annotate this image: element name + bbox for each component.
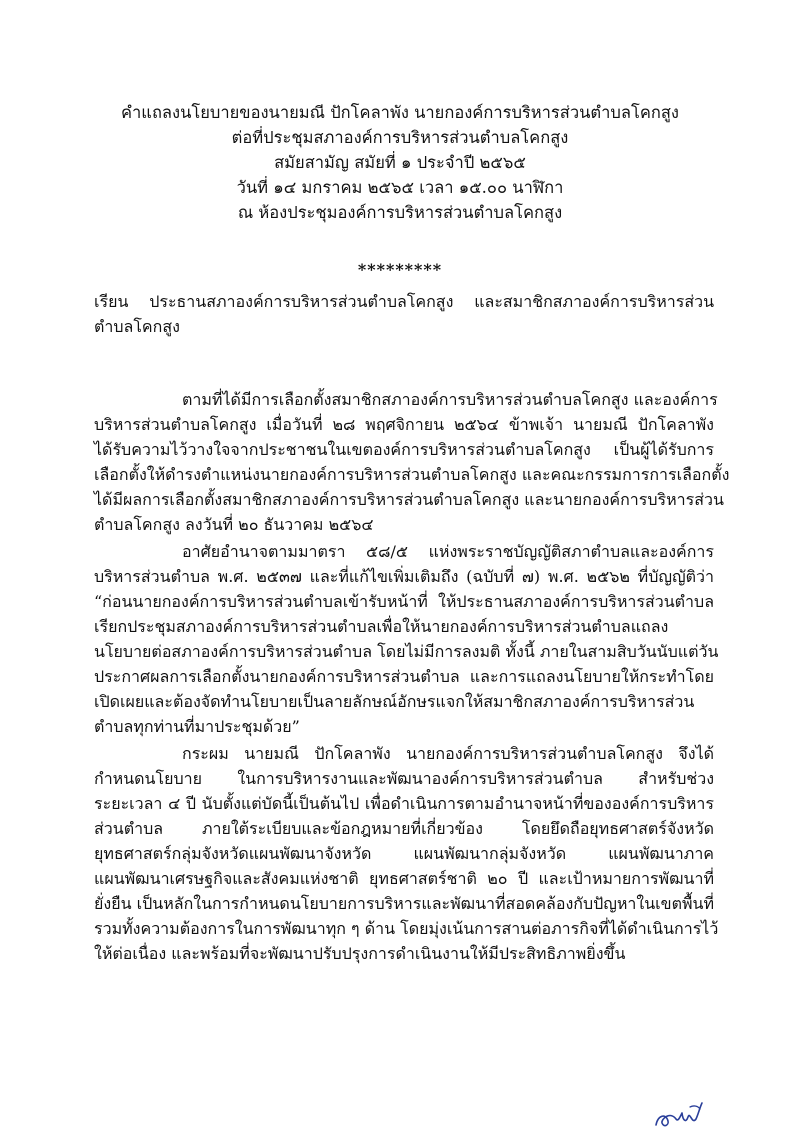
paragraph-line: ระยะเวลา ๔ ปี นับตั้งแต่บัดนี้เป็นต้นไป เพื่อดำเนินการตามอำนาจหน้าที่ขององค์การบริหาร [94, 794, 714, 813]
paragraph-policy [94, 741, 719, 966]
paragraph-line: ตำบลโคกสูง ลงวันที่ ๒๐ ธันวาคม ๒๕๖๔ [94, 515, 374, 534]
header-session-line: สมัยสามัญ สมัยที่ ๑ ประจำปี ๒๕๖๕ [274, 153, 526, 172]
paragraph-line: รวมทั้งความต้องการในการพัฒนาทุก ๆ ด้าน โดยมุ่งเน้นการสานต่อภารกิจที่ได้ดำเนินการไว้ [94, 919, 719, 938]
paragraph-line: ตามที่ได้มีการเลือกตั้งสมาชิกสภาองค์การบริหารส่วนตำบลโคกสูง และองค์การ [182, 390, 718, 409]
paragraph-line: อาศัยอำนาจตามมาตรา ๕๘/๕ แห่งพระราชบัญญัติสภาตำบลและองค์การ [182, 542, 714, 561]
header-meeting-line: ต่อที่ประชุมสภาองค์การบริหารส่วนตำบลโคกสูง [231, 128, 569, 147]
paragraph-line: “ก่อนนายกองค์การบริหารส่วนตำบลเข้ารับหน้าที่ ให้ประธานสภาองค์การบริหารส่วนตำบล [94, 592, 714, 611]
separator: ********* [357, 260, 443, 279]
header-venue-line: ณ ห้องประชุมองค์การบริหารส่วนตำบลโคกสูง [237, 203, 563, 222]
paragraph-line: ยุทธศาสตร์กลุ่มจังหวัดแผนพัฒนาจังหวัด แผนพัฒนากลุ่มจังหวัด แผนพัฒนาภาค [94, 844, 714, 863]
paragraph-line: เลือกตั้งให้ดำรงตำแหน่งนายกองค์การบริหารส่วนตำบลโคกสูง และคณะกรรมการการเลือกตั้ง [94, 465, 730, 484]
header-date-line: วันที่ ๑๔ มกราคม ๒๕๖๕ เวลา ๑๕.๐๐ นาฬิกา [236, 178, 564, 197]
paragraph-line: นโยบายต่อสภาองค์การบริหารส่วนตำบล โดยไม่มีการลงมติ ทั้งนี้ ภายในสามสิบวันนับแต่วัน [94, 642, 719, 661]
paragraph-line: ประกาศผลการเลือกตั้งนายกองค์การบริหารส่วนตำบล และการแถลงนโยบายให้กระทำโดย [94, 667, 714, 686]
paragraph-line: บริหารส่วนตำบลโคกสูง เมื่อวันที่ ๒๘ พฤศจิกายน ๒๕๖๔ ข้าพเจ้า นายมณี ปักโคลาพัง [94, 415, 714, 434]
paragraph-line: ให้ต่อเนื่อง และพร้อมที่จะพัฒนาปรับปรุงการดำเนินงานให้มีประสิทธิภาพยิ่งขึ้น [94, 944, 626, 963]
paragraph-line: แผนพัฒนาเศรษฐกิจและสังคมแห่งชาติ ยุทธศาสตร์ชาติ ๒๐ ปี และเป้าหมายการพัฒนาที่ [94, 869, 714, 888]
paragraph-line: ส่วนตำบล ภายใต้ระเบียบและข้อกฎหมายที่เกี่ยวข้อง โดยยึดถือยุทธศาสตร์จังหวัด [94, 819, 714, 838]
paragraph-legal-basis [94, 539, 719, 739]
paragraph-line: บริหารส่วนตำบล พ.ศ. ๒๕๓๗ และที่แก้ไขเพิ่มเติมถึง (ฉบับที่ ๗) พ.ศ. ๒๕๖๒ ที่บัญญัติว่า [94, 567, 714, 586]
paragraph-line: เปิดเผยและต้องจัดทำนโยบายเป็นลายลักษณ์อักษรแจกให้สมาชิกสภาองค์การบริหารส่วน [94, 692, 695, 711]
paragraph-line: กระผม นายมณี ปักโคลาพัง นายกองค์การบริหารส่วนตำบลโคกสูง จึงได้ [182, 744, 714, 763]
paragraph-line: เรียกประชุมสภาองค์การบริหารส่วนตำบลเพื่อให้นายกองค์การบริหารส่วนตำบลแถลง [94, 617, 669, 636]
paragraph-line: ยั่งยืน เป็นหลักในการกำหนดนโยบายการบริหารและพัฒนาที่สอดคล้องกับปัญหาในเขตพื้นที่ [94, 894, 714, 913]
salutation-line: เรียน ประธานสภาองค์การบริหารส่วนตำบลโคกสูง และสมาชิกสภาองค์การบริหารส่วน [94, 292, 714, 311]
header-title-line: คำแถลงนโยบายของนายมณี ปักโคลาพัง นายกองค์การบริหารส่วนตำบลโคกสูง [121, 103, 679, 122]
paragraph-line: ได้มีผลการเลือกตั้งสมาชิกสภาองค์การบริหารส่วนตำบลโคกสูง และนายกองค์การบริหารส่วน [94, 490, 724, 509]
document-header [0, 100, 800, 225]
paragraph-line: ตำบลทุกท่านที่มาประชุมด้วย” [94, 717, 300, 736]
salutation-line: ตำบลโคกสูง [94, 317, 180, 336]
handwritten-signature-icon [650, 1095, 710, 1135]
paragraph-line: กำหนดนโยบาย ในการบริหารงานและพัฒนาองค์การบริหารส่วนตำบล สำหรับช่วง [94, 769, 714, 788]
paragraph-election [94, 387, 730, 537]
paragraph-line: ได้รับความไว้วางใจจากประชาชนในเขตองค์การบริหารส่วนตำบลโคกสูง เป็นผู้ได้รับการ [94, 440, 714, 459]
document-body [94, 289, 730, 966]
